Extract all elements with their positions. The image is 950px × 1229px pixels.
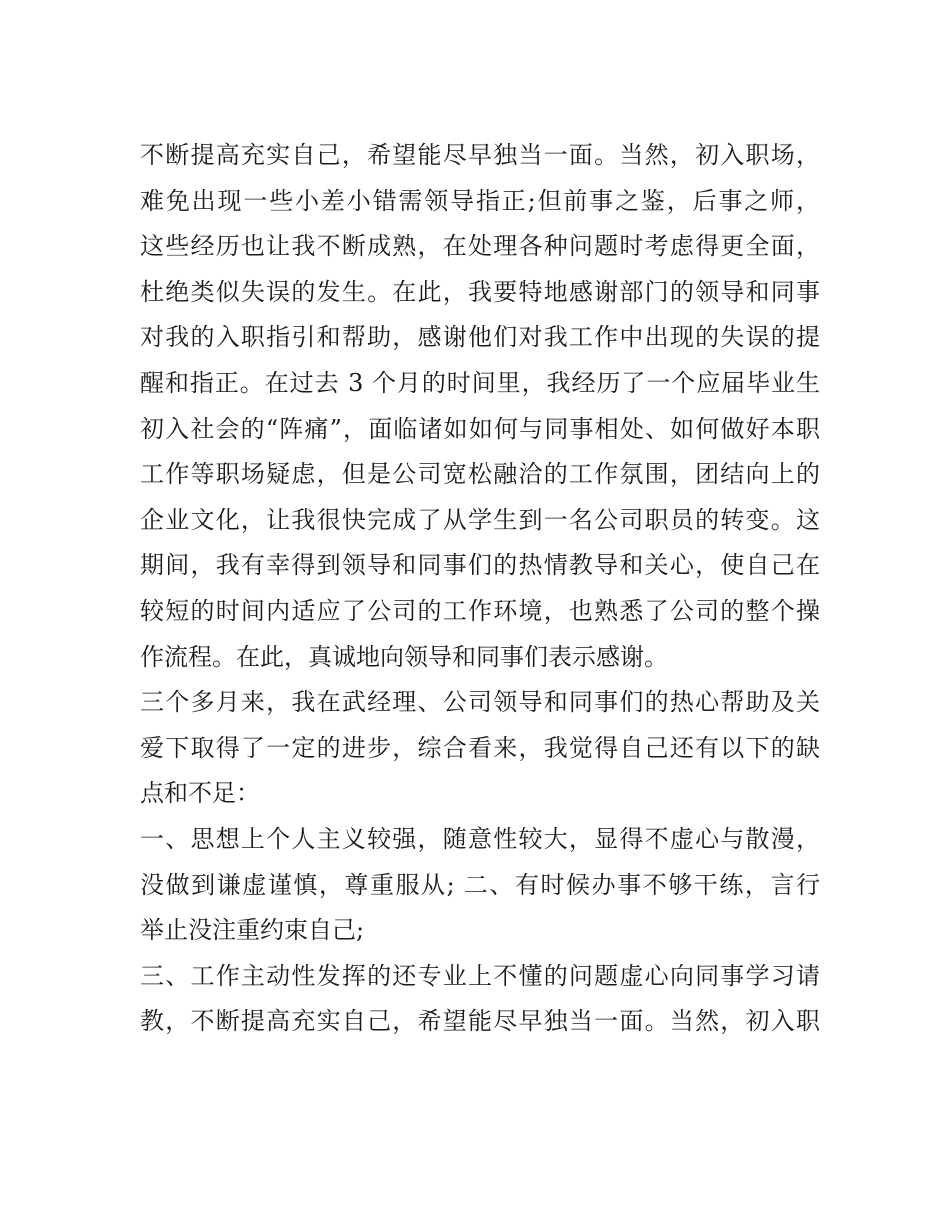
text-line: 这些经历也让我不断成熟，在处理各种问题时考虑得更全面，	[140, 232, 820, 261]
text-line: 工作等职场疑虑，但是公司宽松融洽的工作氛围，团结向上的	[140, 460, 820, 489]
text-line: 不断提高充实自己，希望能尽早独当一面。当然，初入职场，	[140, 141, 820, 169]
text-line: 难免出现一些小差小错需领导指正;但前事之鉴，后事之师，	[140, 186, 820, 215]
text-line: 教，不断提高充实自己，希望能尽早独当一面。当然，初入职	[140, 1007, 820, 1036]
text-line: 初入社会的“阵痛”，面临诸如如何与同事相处、如何做好本职	[140, 414, 820, 443]
text-line: 三、工作主动性发挥的还专业上不懂的问题虚心向同事学习请	[140, 961, 820, 990]
text-line: 期间，我有幸得到领导和同事们的热情教导和关心，使自己在	[140, 551, 820, 580]
text-line: 三个多月来，我在武经理、公司领导和同事们的热心帮助及关	[140, 688, 820, 717]
text-line: 对我的入职指引和帮助，感谢他们对我工作中出现的失误的提	[140, 323, 820, 352]
text-line: 爱下取得了一定的进步，综合看来，我觉得自己还有以下的缺	[140, 733, 820, 762]
text-line: 点和不足：	[140, 779, 260, 808]
text-line: 杜绝类似失误的发生。在此，我要特地感谢部门的领导和同事	[140, 277, 820, 306]
text-line: 举止没注重约束自己;	[140, 916, 365, 945]
text-line: 醒和指正。在过去 3 个月的时间里，我经历了一个应届毕业生	[140, 368, 820, 397]
text-line: 作流程。在此，真诚地向领导和同事们表示感谢。	[140, 642, 668, 671]
body-text	[140, 133, 820, 1045]
text-line: 较短的时间内适应了公司的工作环境，也熟悉了公司的整个操	[140, 596, 820, 625]
text-line: 没做到谦虚谨慎，尊重服从; 二、有时候办事不够干练，言行	[140, 870, 820, 899]
text-line: 一、思想上个人主义较强，随意性较大，显得不虚心与散漫，	[140, 824, 820, 853]
text-line: 企业文化，让我很快完成了从学生到一名公司职员的转变。这	[140, 505, 820, 534]
